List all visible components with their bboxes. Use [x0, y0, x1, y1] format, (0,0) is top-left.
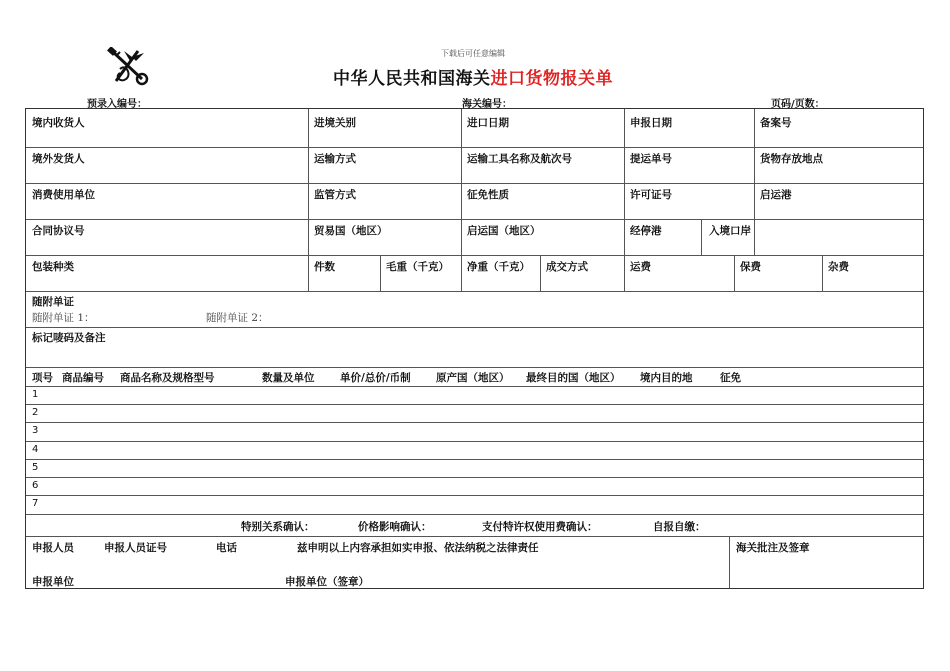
gross-weight-label: 毛重（千克） [386, 261, 449, 273]
transport-mode-label: 运输方式 [314, 153, 356, 165]
table-row-3: 3 [32, 425, 39, 436]
title-black: 中华人民共和国海关 [333, 69, 491, 89]
table-row-6: 6 [32, 480, 39, 491]
packaging-type-label: 包装种类 [32, 261, 74, 273]
misc-fee-label: 杂费 [828, 261, 849, 273]
insurance-label: 保费 [740, 261, 761, 273]
preentry-number-label: 预录入编号： [87, 99, 147, 110]
entry-point-label: 入境口岸 [709, 225, 751, 237]
phone-label: 电话 [216, 542, 237, 554]
declarant-id-label: 申报人员证号 [104, 542, 167, 554]
transit-port-label: 经停港 [630, 225, 662, 237]
col-quantity-unit: 数量及单位 [262, 372, 315, 384]
col-commodity-code: 商品编号 [62, 372, 104, 384]
table-row-1: 1 [32, 389, 39, 400]
attached-doc-2-label: 随附单证 2： [206, 312, 269, 324]
marks-remarks-label: 标记唛码及备注 [32, 332, 106, 344]
vessel-voyage-label: 运输工具名称及航次号 [467, 153, 572, 165]
domestic-consignee-label: 境内收货人 [32, 117, 85, 129]
col-item-no: 项号 [32, 372, 53, 384]
col-commodity-name: 商品名称及规格型号 [120, 372, 215, 384]
declaration-form [25, 108, 924, 589]
consumer-unit-label: 消费使用单位 [32, 189, 95, 201]
overseas-consignor-label: 境外发货人 [32, 153, 85, 165]
entry-port-label: 进境关别 [314, 117, 356, 129]
attached-docs-label: 随附单证 [32, 296, 74, 308]
special-relation-confirm-label: 特别关系确认： [241, 521, 315, 533]
col-origin-country: 原产国（地区） [436, 372, 510, 384]
import-date-label: 进口日期 [467, 117, 509, 129]
trade-country-label: 贸易国（地区） [314, 225, 388, 237]
declarant-unit-label: 申报单位 [32, 576, 74, 588]
title-red: 进口货物报关单 [490, 69, 613, 89]
table-row-4: 4 [32, 444, 39, 455]
col-destination-country: 最终目的国（地区） [526, 372, 621, 384]
download-note: 下载后可任意编辑 [441, 49, 505, 58]
col-exemption: 征免 [720, 372, 741, 384]
bill-of-lading-label: 提运单号 [630, 153, 672, 165]
contract-number-label: 合同协议号 [32, 225, 85, 237]
self-declare-label: 自报自缴： [653, 521, 706, 533]
customs-endorsement-label: 海关批注及签章 [736, 542, 810, 554]
freight-label: 运费 [630, 261, 651, 273]
supervision-mode-label: 监管方式 [314, 189, 356, 201]
royalty-confirm-label: 支付特许权使用费确认： [482, 521, 598, 533]
table-row-7: 7 [32, 498, 39, 509]
record-number-label: 备案号 [760, 117, 792, 129]
page-title [333, 64, 613, 89]
departure-port-label: 启运港 [760, 189, 792, 201]
customs-number-label: 海关编号： [462, 99, 512, 110]
page-number-label: 页码/页数： [771, 99, 825, 110]
col-price-currency: 单价/总价/币制 [340, 372, 411, 384]
declarant-person-label: 申报人员 [32, 542, 74, 554]
declare-date-label: 申报日期 [630, 117, 672, 129]
transaction-mode-label: 成交方式 [546, 261, 588, 273]
storage-location-label: 货物存放地点 [760, 153, 823, 165]
packages-count-label: 件数 [314, 261, 335, 273]
net-weight-label: 净重（千克） [467, 261, 530, 273]
table-row-2: 2 [32, 407, 39, 418]
customs-emblem-icon [106, 47, 152, 87]
table-row-5: 5 [32, 462, 39, 473]
attached-doc-1-label: 随附单证 1： [32, 312, 95, 324]
departure-country-label: 启运国（地区） [467, 225, 541, 237]
license-number-label: 许可证号 [630, 189, 672, 201]
col-domestic-destination: 境内目的地 [640, 372, 693, 384]
exemption-nature-label: 征免性质 [467, 189, 509, 201]
legal-statement: 兹申明以上内容承担如实申报、依法纳税之法律责任 [297, 542, 539, 554]
declarant-unit-seal-label: 申报单位（签章） [285, 576, 369, 588]
price-influence-confirm-label: 价格影响确认： [358, 521, 432, 533]
